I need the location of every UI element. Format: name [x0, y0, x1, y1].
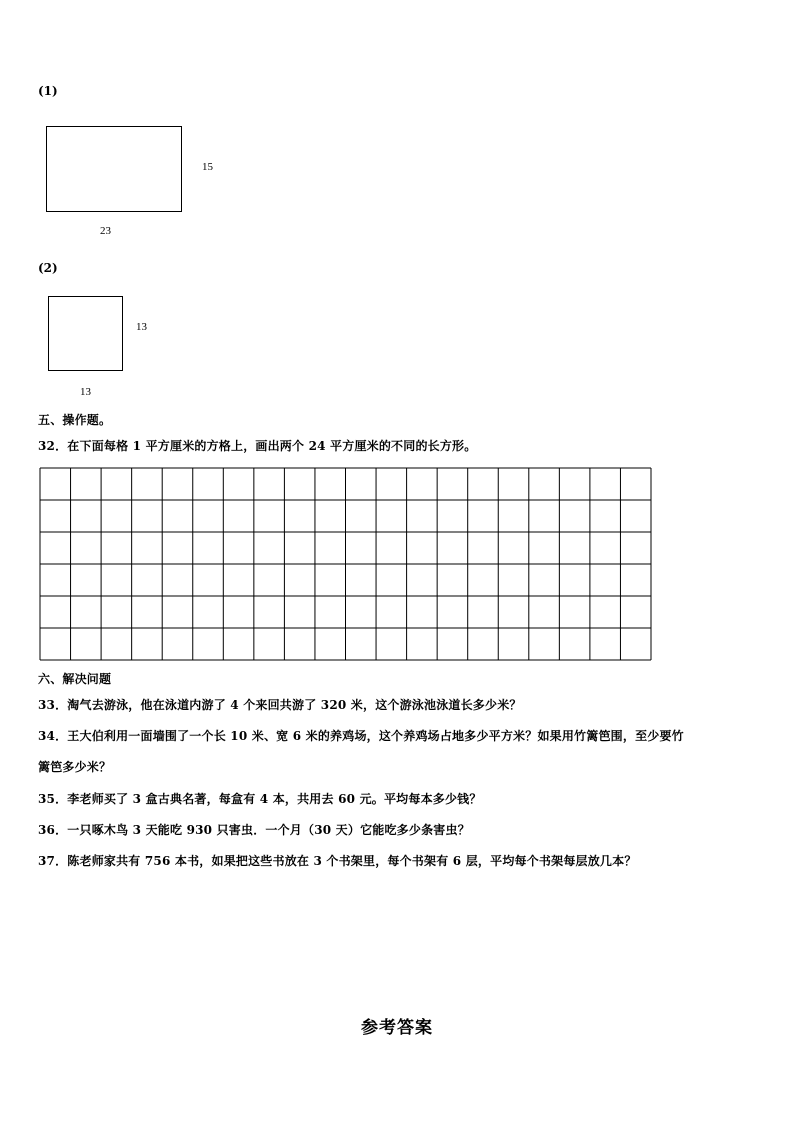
rectangle-figure-1: [46, 126, 182, 212]
square-2-height-label: 13: [136, 321, 147, 333]
question-33: 33．淘气去游泳，他在泳道内游了 4 个来回共游了 320 米，这个游泳池泳道长多少米？: [38, 698, 522, 712]
rectangle-1-width-label: 23: [100, 225, 111, 237]
figure-2-label: (2): [38, 261, 58, 275]
section-5-heading: 五、操作题。: [38, 413, 112, 427]
square-grid: [39, 467, 652, 661]
square-figure-2: [48, 296, 123, 371]
figure-1-label: (1): [38, 84, 58, 98]
question-32: 32．在下面每格 1 平方厘米的方格上，画出两个 24 平方厘米的不同的长方形。: [38, 439, 477, 453]
question-35: 35．李老师买了 3 盒古典名著，每盒有 4 本，共用去 60 元。平均每本多少钱？: [38, 792, 482, 806]
question-36: 36．一只啄木鸟 3 天能吃 930 只害虫．一个月（30 天）它能吃多少条害虫？: [38, 823, 470, 837]
question-37: 37．陈老师家共有 756 本书，如果把这些书放在 3 个书架里，每个书架有 6 层，平均每个书架每层放几本？: [38, 854, 637, 868]
question-34-line-1: 34．王大伯利用一面墙围了一个长 10 米、宽 6 米的养鸡场，这个养鸡场占地多少平方米？如果用竹篱笆围，至少要竹: [38, 729, 684, 743]
answers-title: 参考答案: [361, 1018, 433, 1038]
rectangle-1-height-label: 15: [202, 161, 213, 173]
question-34-line-2: 篱笆多少米？: [38, 760, 112, 774]
section-6-heading: 六、解决问题: [38, 672, 112, 686]
square-2-width-label: 13: [80, 386, 91, 398]
